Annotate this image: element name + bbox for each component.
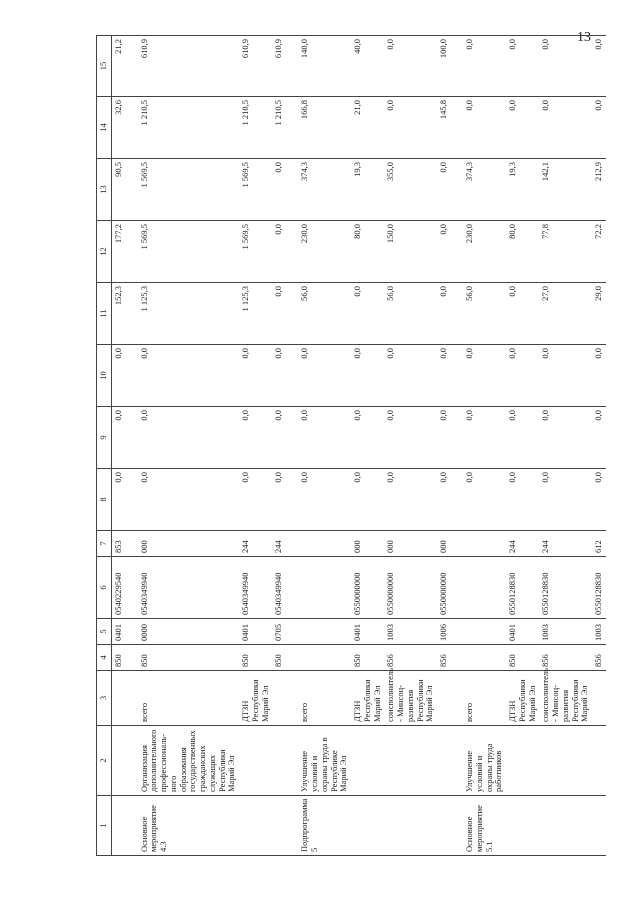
cell-value: 72,2 bbox=[592, 221, 606, 283]
cell-c1: Основное мероприятие 4.3 bbox=[126, 796, 240, 856]
cell-c3: всего bbox=[286, 671, 351, 726]
cell-c4: 850 bbox=[239, 645, 272, 671]
cell-value: 0,0 bbox=[592, 36, 606, 97]
cell-c1 bbox=[506, 796, 539, 856]
column-header: 12 bbox=[97, 221, 112, 283]
cell-c6: 0540349940 bbox=[272, 557, 286, 619]
cell-c5 bbox=[286, 619, 351, 645]
cell-c6: 0550128830 bbox=[592, 557, 606, 619]
cell-value: 0,0 bbox=[506, 469, 539, 531]
cell-c7: 244 bbox=[272, 531, 286, 557]
cell-c1 bbox=[111, 796, 125, 856]
cell-c5: 0401 bbox=[506, 619, 539, 645]
cell-c3 bbox=[437, 671, 451, 726]
column-header: 15 bbox=[97, 36, 112, 97]
table-row bbox=[506, 36, 539, 856]
cell-value: 0,0 bbox=[239, 469, 272, 531]
cell-c7: 000 bbox=[351, 531, 384, 557]
table-header-row bbox=[97, 36, 112, 856]
cell-value: 0,0 bbox=[272, 283, 286, 345]
cell-value: 0,0 bbox=[272, 159, 286, 221]
cell-c1: Подпрограмма 5 bbox=[286, 796, 351, 856]
cell-c3 bbox=[272, 671, 286, 726]
cell-value: 177,2 bbox=[111, 221, 125, 283]
column-header: 13 bbox=[97, 159, 112, 221]
cell-c5: 0000 bbox=[126, 619, 240, 645]
cell-value: 142,1 bbox=[539, 159, 592, 221]
cell-value: 0,0 bbox=[451, 407, 506, 469]
cell-c3 bbox=[111, 671, 125, 726]
table-row bbox=[592, 36, 606, 856]
table-row bbox=[351, 36, 384, 856]
cell-c2 bbox=[506, 726, 539, 796]
cell-c5: 0401 bbox=[111, 619, 125, 645]
cell-value: 0,0 bbox=[437, 159, 451, 221]
rotated-table-container bbox=[96, 39, 604, 856]
cell-value: 0,0 bbox=[437, 283, 451, 345]
cell-c7 bbox=[286, 531, 351, 557]
cell-value: 1 569,5 bbox=[126, 159, 240, 221]
cell-c2 bbox=[437, 726, 451, 796]
cell-c5: 1003 bbox=[384, 619, 437, 645]
cell-c1 bbox=[539, 796, 592, 856]
cell-c4: 856 bbox=[592, 645, 606, 671]
cell-c5 bbox=[451, 619, 506, 645]
cell-value: 0,0 bbox=[451, 345, 506, 407]
cell-value: 56,0 bbox=[451, 283, 506, 345]
cell-value: 0,0 bbox=[437, 221, 451, 283]
cell-c7: 244 bbox=[506, 531, 539, 557]
column-header: 4 bbox=[97, 645, 112, 671]
column-header: 8 bbox=[97, 469, 112, 531]
cell-value: 0,0 bbox=[506, 407, 539, 469]
cell-c5: 1003 bbox=[539, 619, 592, 645]
cell-c4 bbox=[286, 645, 351, 671]
cell-value: 0,0 bbox=[539, 97, 592, 159]
cell-value: 0,0 bbox=[592, 407, 606, 469]
cell-value: 0,0 bbox=[384, 36, 437, 97]
cell-c7: 244 bbox=[239, 531, 272, 557]
cell-c6: 0540349940 bbox=[126, 557, 240, 619]
cell-value: 150,0 bbox=[384, 221, 437, 283]
cell-c4 bbox=[451, 645, 506, 671]
cell-value: 0,0 bbox=[384, 345, 437, 407]
table-row bbox=[286, 36, 351, 856]
cell-value: 56,0 bbox=[384, 283, 437, 345]
cell-value: 0,0 bbox=[539, 345, 592, 407]
cell-value: 374,3 bbox=[451, 159, 506, 221]
cell-value: 21,0 bbox=[351, 97, 384, 159]
cell-value: 0,0 bbox=[126, 345, 240, 407]
cell-c5: 0401 bbox=[239, 619, 272, 645]
cell-value: 140,0 bbox=[286, 36, 351, 97]
cell-c1 bbox=[592, 796, 606, 856]
column-header: 10 bbox=[97, 345, 112, 407]
cell-c4: 850 bbox=[506, 645, 539, 671]
cell-c2 bbox=[272, 726, 286, 796]
cell-c1 bbox=[437, 796, 451, 856]
cell-value: 80,0 bbox=[506, 221, 539, 283]
cell-value: 1 569,5 bbox=[126, 221, 240, 283]
cell-value: 0,0 bbox=[451, 36, 506, 97]
table-row bbox=[451, 36, 506, 856]
column-header: 6 bbox=[97, 557, 112, 619]
cell-c2: Улучшение условий и охраны труда работников bbox=[451, 726, 506, 796]
column-header: 1 bbox=[97, 796, 112, 856]
cell-c3: ДТЗН Республики Марий Эл bbox=[351, 671, 384, 726]
column-header: 14 bbox=[97, 97, 112, 159]
cell-value: 1 569,5 bbox=[239, 159, 272, 221]
cell-value: 0,0 bbox=[351, 345, 384, 407]
cell-c7: 853 bbox=[111, 531, 125, 557]
cell-value: 0,0 bbox=[351, 283, 384, 345]
cell-c4: 850 bbox=[126, 645, 240, 671]
cell-c7: 000 bbox=[126, 531, 240, 557]
cell-c6: 0540229540 bbox=[111, 557, 125, 619]
cell-value: 610,9 bbox=[126, 36, 240, 97]
cell-value: 40,0 bbox=[351, 36, 384, 97]
column-header: 7 bbox=[97, 531, 112, 557]
cell-value: 610,9 bbox=[239, 36, 272, 97]
cell-c3: соисполнитель - Минсоц-развития Республики Марий Эл bbox=[539, 671, 592, 726]
cell-c4: 856 bbox=[539, 645, 592, 671]
cell-value: 19,3 bbox=[506, 159, 539, 221]
table-row bbox=[384, 36, 437, 856]
cell-c5: 1006 bbox=[437, 619, 451, 645]
cell-value: 0,0 bbox=[272, 469, 286, 531]
column-header: 5 bbox=[97, 619, 112, 645]
cell-c7: 000 bbox=[384, 531, 437, 557]
cell-c6: 0540349940 bbox=[239, 557, 272, 619]
cell-c3: ДТЗН Республики Марий Эл bbox=[239, 671, 272, 726]
cell-value: 0,0 bbox=[384, 407, 437, 469]
cell-value: 0,0 bbox=[592, 469, 606, 531]
cell-c2: Организация дополнительного профессиональ-ного образования государственных гражданских служащих Республики Марий Эл bbox=[126, 726, 240, 796]
cell-c7 bbox=[451, 531, 506, 557]
cell-c5: 1003 bbox=[592, 619, 606, 645]
cell-c6: 0550128830 bbox=[506, 557, 539, 619]
cell-c1: Основное мероприятие 5.1 bbox=[451, 796, 506, 856]
cell-c6: 0550128830 bbox=[539, 557, 592, 619]
cell-value: 230,0 bbox=[451, 221, 506, 283]
table-row bbox=[126, 36, 240, 856]
cell-c4: 856 bbox=[437, 645, 451, 671]
cell-c2 bbox=[539, 726, 592, 796]
cell-value: 0,0 bbox=[539, 469, 592, 531]
cell-c6: 0550000000 bbox=[351, 557, 384, 619]
cell-value: 0,0 bbox=[437, 407, 451, 469]
cell-value: 21,2 bbox=[111, 36, 125, 97]
cell-value: 0,0 bbox=[351, 407, 384, 469]
cell-value: 0,0 bbox=[384, 97, 437, 159]
cell-value: 1 125,3 bbox=[126, 283, 240, 345]
cell-c2: Улучшение условий и охраны труда в Республике Марий Эл bbox=[286, 726, 351, 796]
column-header: 3 bbox=[97, 671, 112, 726]
cell-value: 27,0 bbox=[539, 283, 592, 345]
cell-c3: соисполнитель - Минсоц-развития Республики Марий Эл bbox=[384, 671, 437, 726]
cell-c4: 850 bbox=[272, 645, 286, 671]
cell-c6 bbox=[286, 557, 351, 619]
cell-value: 80,0 bbox=[351, 221, 384, 283]
cell-value: 145,8 bbox=[437, 97, 451, 159]
cell-c4: 850 bbox=[351, 645, 384, 671]
cell-c1 bbox=[384, 796, 437, 856]
cell-c4: 856 bbox=[384, 645, 437, 671]
cell-value: 0,0 bbox=[126, 469, 240, 531]
cell-c2 bbox=[592, 726, 606, 796]
cell-value: 0,0 bbox=[111, 469, 125, 531]
cell-value: 90,5 bbox=[111, 159, 125, 221]
cell-value: 0,0 bbox=[286, 469, 351, 531]
cell-c1 bbox=[239, 796, 272, 856]
cell-value: 0,0 bbox=[451, 97, 506, 159]
cell-c5: 0401 bbox=[351, 619, 384, 645]
cell-value: 374,3 bbox=[286, 159, 351, 221]
cell-value: 0,0 bbox=[539, 36, 592, 97]
cell-value: 0,0 bbox=[506, 36, 539, 97]
column-header: 11 bbox=[97, 283, 112, 345]
cell-value: 212,9 bbox=[592, 159, 606, 221]
cell-value: 0,0 bbox=[451, 469, 506, 531]
cell-value: 0,0 bbox=[384, 469, 437, 531]
cell-value: 230,0 bbox=[286, 221, 351, 283]
cell-value: 152,3 bbox=[111, 283, 125, 345]
cell-value: 77,8 bbox=[539, 221, 592, 283]
cell-value: 0,0 bbox=[111, 407, 125, 469]
cell-value: 0,0 bbox=[592, 345, 606, 407]
cell-value: 0,0 bbox=[286, 345, 351, 407]
cell-value: 100,0 bbox=[437, 36, 451, 97]
cell-value: 56,0 bbox=[286, 283, 351, 345]
cell-value: 0,0 bbox=[437, 469, 451, 531]
cell-c2 bbox=[384, 726, 437, 796]
cell-value: 0,0 bbox=[351, 469, 384, 531]
cell-c7: 244 bbox=[539, 531, 592, 557]
cell-value: 166,8 bbox=[286, 97, 351, 159]
column-header: 9 bbox=[97, 407, 112, 469]
cell-value: 0,0 bbox=[286, 407, 351, 469]
cell-c1 bbox=[272, 796, 286, 856]
table-row bbox=[539, 36, 592, 856]
cell-value: 1 125,3 bbox=[239, 283, 272, 345]
cell-value: 0,0 bbox=[437, 345, 451, 407]
cell-value: 0,0 bbox=[272, 407, 286, 469]
cell-value: 610,9 bbox=[272, 36, 286, 97]
cell-value: 0,0 bbox=[506, 283, 539, 345]
cell-value: 1 210,5 bbox=[126, 97, 240, 159]
cell-value: 0,0 bbox=[111, 345, 125, 407]
cell-c3: всего bbox=[126, 671, 240, 726]
cell-c5: 0705 bbox=[272, 619, 286, 645]
cell-value: 32,6 bbox=[111, 97, 125, 159]
cell-c7: 612 bbox=[592, 531, 606, 557]
cell-c3 bbox=[592, 671, 606, 726]
column-header: 2 bbox=[97, 726, 112, 796]
cell-value: 1 210,5 bbox=[239, 97, 272, 159]
budget-table bbox=[96, 35, 606, 856]
cell-c2 bbox=[239, 726, 272, 796]
cell-value: 0,0 bbox=[272, 221, 286, 283]
table-row bbox=[272, 36, 286, 856]
cell-value: 0,0 bbox=[239, 407, 272, 469]
cell-value: 1 569,5 bbox=[239, 221, 272, 283]
cell-value: 0,0 bbox=[592, 97, 606, 159]
cell-c6: 0550000000 bbox=[384, 557, 437, 619]
cell-c6: 0550000000 bbox=[437, 557, 451, 619]
cell-value: 0,0 bbox=[539, 407, 592, 469]
cell-value: 355,0 bbox=[384, 159, 437, 221]
cell-value: 0,0 bbox=[239, 345, 272, 407]
cell-c3: ДТЗН Республики Марий Эл bbox=[506, 671, 539, 726]
cell-c3: всего bbox=[451, 671, 506, 726]
cell-value: 0,0 bbox=[506, 97, 539, 159]
cell-c1 bbox=[351, 796, 384, 856]
table-row bbox=[437, 36, 451, 856]
cell-value: 1 210,5 bbox=[272, 97, 286, 159]
cell-c7: 000 bbox=[437, 531, 451, 557]
cell-value: 19,3 bbox=[351, 159, 384, 221]
table-row bbox=[111, 36, 125, 856]
cell-c4: 850 bbox=[111, 645, 125, 671]
page-number: 13 bbox=[577, 30, 591, 45]
table-row bbox=[239, 36, 272, 856]
cell-value: 0,0 bbox=[272, 345, 286, 407]
cell-value: 0,0 bbox=[506, 345, 539, 407]
cell-value: 29,0 bbox=[592, 283, 606, 345]
cell-c2 bbox=[351, 726, 384, 796]
cell-c2 bbox=[111, 726, 125, 796]
cell-value: 0,0 bbox=[126, 407, 240, 469]
cell-c6 bbox=[451, 557, 506, 619]
